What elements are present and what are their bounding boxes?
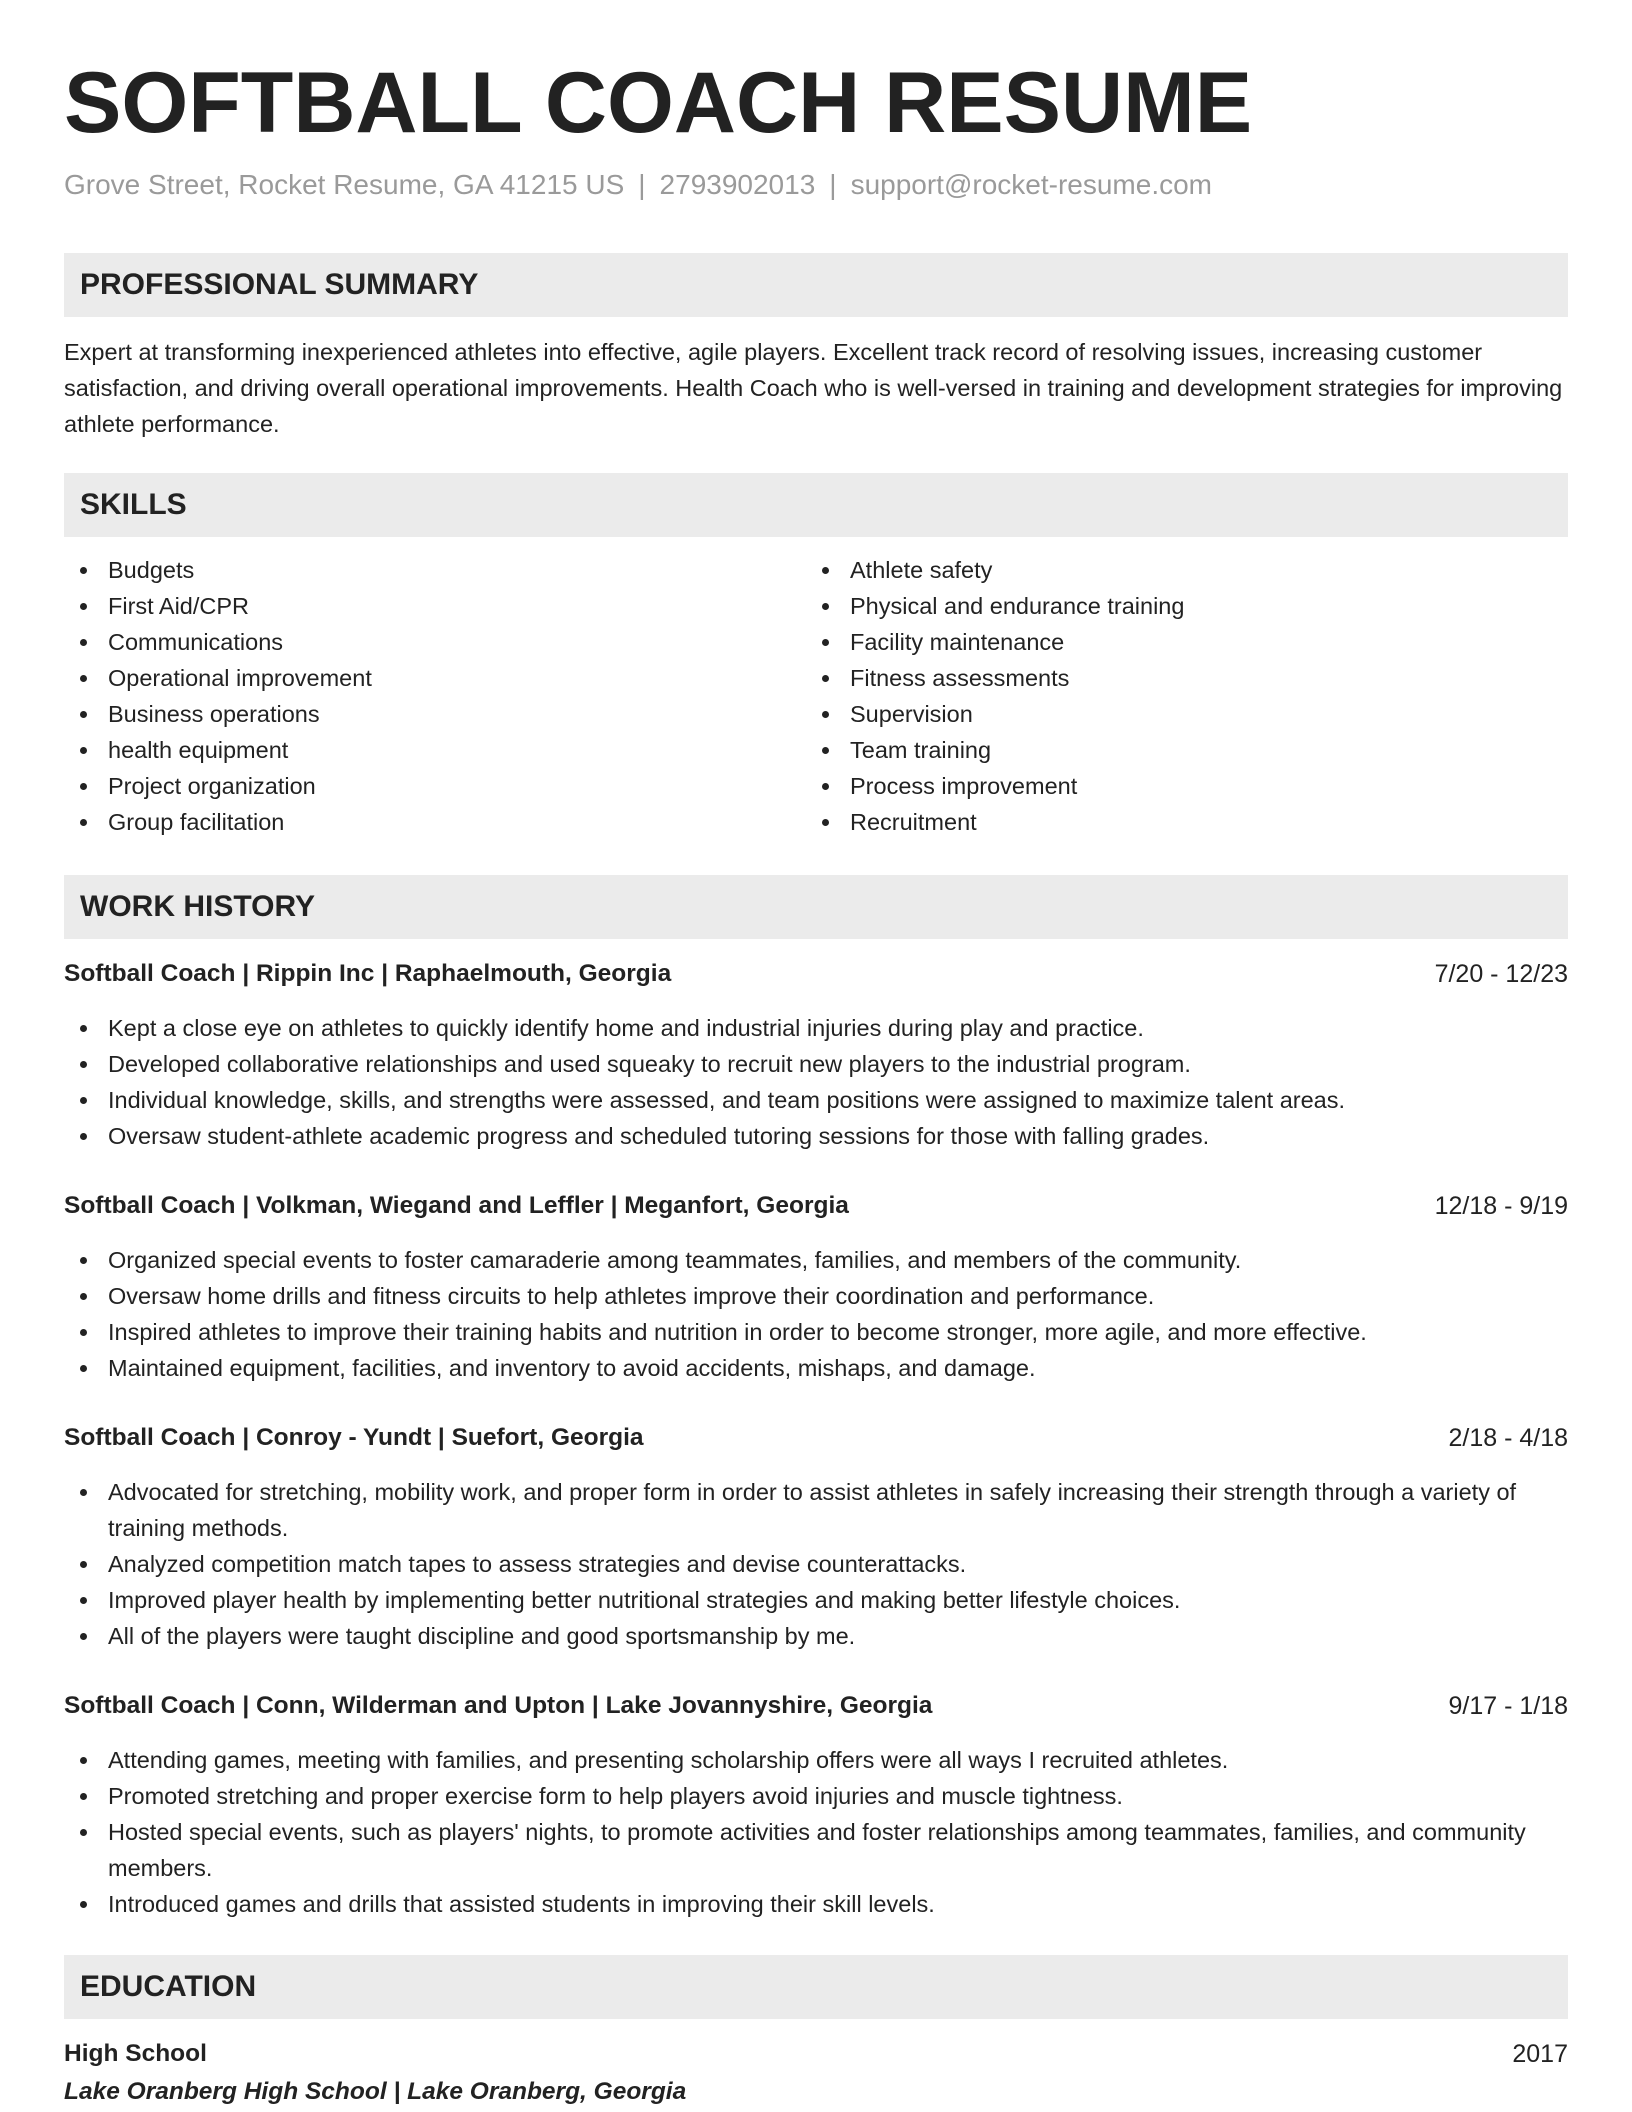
- section-header-summary: [64, 253, 1568, 317]
- skills-column-right: [806, 552, 1506, 840]
- education-degree: High School: [64, 2040, 207, 2067]
- job-bullet: Oversaw home drills and fitness circuits to help athletes improve their coordination and performance.: [64, 1278, 1568, 1314]
- job-bullet: Analyzed competition match tapes to assess strategies and devise counterattacks.: [64, 1546, 1568, 1582]
- skill-item: health equipment: [64, 732, 764, 768]
- job-bullets: [64, 1010, 1568, 1154]
- job-title: Softball Coach | Conn, Wilderman and Upton | Lake Jovannyshire, Georgia: [64, 1692, 933, 1719]
- skill-item: Operational improvement: [64, 660, 764, 696]
- job-title: Softball Coach | Rippin Inc | Raphaelmouth, Georgia: [64, 960, 672, 987]
- job-bullet: Organized special events to foster camaraderie among teammates, families, and members of the community.: [64, 1242, 1568, 1278]
- job-bullet: Kept a close eye on athletes to quickly identify home and industrial injuries during play and practice.: [64, 1010, 1568, 1046]
- job-entry: [64, 1188, 1568, 1386]
- education-entry: [64, 2036, 1568, 2105]
- skill-item: Project organization: [64, 768, 764, 804]
- skills-column-left: [64, 552, 764, 840]
- skill-item: Facility maintenance: [806, 624, 1506, 660]
- job-bullet: Improved player health by implementing better nutritional strategies and making better lifestyle choices.: [64, 1582, 1568, 1618]
- section-title-work-history: WORK HISTORY: [80, 890, 316, 923]
- skill-item: Communications: [64, 624, 764, 660]
- job-bullet: Inspired athletes to improve their training habits and nutrition in order to become stronger, more agile, and more effective.: [64, 1314, 1568, 1350]
- contact-email: support@rocket-resume.com: [850, 169, 1212, 200]
- section-header-skills: [64, 473, 1568, 537]
- job-bullets: [64, 1742, 1568, 1922]
- job-header: [64, 956, 1568, 992]
- section-title-education: EDUCATION: [80, 1970, 257, 2003]
- skill-item: Fitness assessments: [806, 660, 1506, 696]
- resume-title: SOFTBALL COACH RESUME: [64, 55, 1253, 151]
- job-bullets: [64, 1474, 1568, 1654]
- skills-list-left: [64, 552, 764, 840]
- contact-line: [64, 168, 1212, 202]
- education-year: 2017: [1512, 2040, 1568, 2068]
- job-header: [64, 1688, 1568, 1724]
- job-bullet: Individual knowledge, skills, and strengths were assessed, and team positions were assigned to maximize talent areas.: [64, 1082, 1568, 1118]
- skill-item: Process improvement: [806, 768, 1506, 804]
- job-dates: 7/20 - 12/23: [1434, 960, 1568, 988]
- skill-item: Recruitment: [806, 804, 1506, 840]
- skill-item: Physical and endurance training: [806, 588, 1506, 624]
- section-header-education: [64, 1955, 1568, 2019]
- contact-address: Grove Street, Rocket Resume, GA 41215 US: [64, 169, 625, 200]
- job-title: Softball Coach | Conroy - Yundt | Suefort, Georgia: [64, 1424, 644, 1451]
- education-school: Lake Oranberg High School | Lake Oranberg, Georgia: [64, 2078, 687, 2105]
- job-bullets: [64, 1242, 1568, 1386]
- skill-item: Team training: [806, 732, 1506, 768]
- job-bullet: Developed collaborative relationships and used squeaky to recruit new players to the industrial program.: [64, 1046, 1568, 1082]
- job-bullet: Attending games, meeting with families, and presenting scholarship offers were all ways I recruited athletes.: [64, 1742, 1568, 1778]
- section-title-skills: SKILLS: [80, 488, 187, 521]
- job-bullet: Introduced games and drills that assisted students in improving their skill levels.: [64, 1886, 1568, 1922]
- job-entry: [64, 1420, 1568, 1654]
- job-bullet: Oversaw student-athlete academic progress and scheduled tutoring sessions for those with falling grades.: [64, 1118, 1568, 1154]
- contact-separator: |: [638, 169, 646, 200]
- contact-separator: |: [829, 169, 837, 200]
- education-header: [64, 2036, 1568, 2072]
- job-dates: 2/18 - 4/18: [1448, 1424, 1568, 1452]
- contact-phone: 2793902013: [659, 169, 816, 200]
- skill-item: Supervision: [806, 696, 1506, 732]
- skill-item: First Aid/CPR: [64, 588, 764, 624]
- job-bullet: All of the players were taught discipline and good sportsmanship by me.: [64, 1618, 1568, 1654]
- skill-item: Budgets: [64, 552, 764, 588]
- skill-item: Athlete safety: [806, 552, 1506, 588]
- job-entry: [64, 1688, 1568, 1922]
- summary-text: Expert at transforming inexperienced athletes into effective, agile players. Excellent track record of resolving issues, increasing customer satisfaction, and driving overall operational improvements. Health Coach who is well-versed in training and development strategies for improving athlete performance.: [64, 339, 1563, 437]
- job-bullet: Promoted stretching and proper exercise form to help players avoid injuries and muscle tightness.: [64, 1778, 1568, 1814]
- skill-item: Business operations: [64, 696, 764, 732]
- skill-item: Group facilitation: [64, 804, 764, 840]
- job-header: [64, 1188, 1568, 1224]
- section-header-work-history: [64, 875, 1568, 939]
- job-bullet: Hosted special events, such as players' nights, to promote activities and foster relationships among teammates, families, and community members.: [64, 1814, 1568, 1886]
- job-title: Softball Coach | Volkman, Wiegand and Leffler | Meganfort, Georgia: [64, 1192, 849, 1219]
- job-bullet: Maintained equipment, facilities, and inventory to avoid accidents, mishaps, and damage.: [64, 1350, 1568, 1386]
- job-dates: 9/17 - 1/18: [1448, 1692, 1568, 1720]
- job-dates: 12/18 - 9/19: [1434, 1192, 1568, 1220]
- job-bullet: Advocated for stretching, mobility work, and proper form in order to assist athletes in safely increasing their strength through a variety of training methods.: [64, 1474, 1568, 1546]
- section-title-summary: PROFESSIONAL SUMMARY: [80, 268, 479, 301]
- job-entry: [64, 956, 1568, 1154]
- job-header: [64, 1420, 1568, 1456]
- skills-list-right: [806, 552, 1506, 840]
